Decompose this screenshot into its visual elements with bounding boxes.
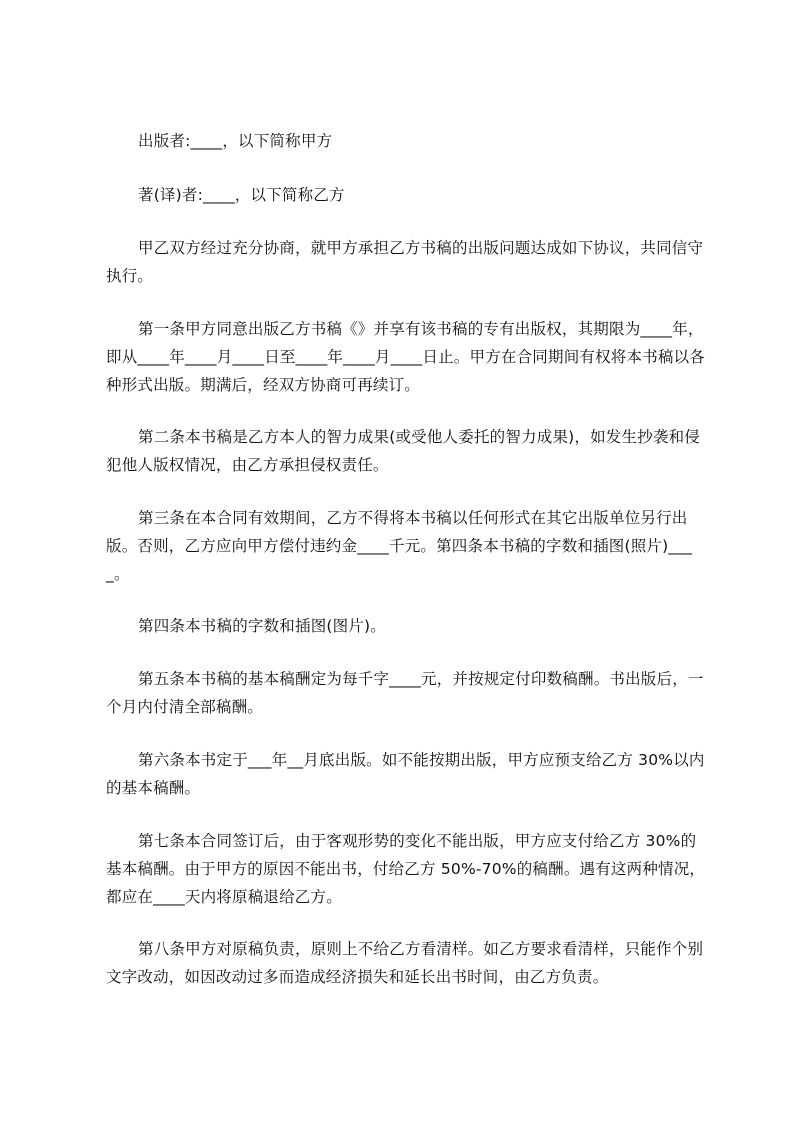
preamble-paragraph: 甲乙双方经过充分协商，就甲方承担乙方书稿的出版问题达成如下协议，共同信守执行。 [106,239,704,285]
article-4-paragraph: 第四条本书稿的字数和插图(图片)。 [138,617,386,635]
article-5-paragraph: 第五条本书稿的基本稿酬定为每千字____元，并按规定付印数稿酬。书出版后，一个月内付清全部稿酬。 [106,670,704,716]
article-2-paragraph: 第二条本书稿是乙方本人的智力成果(或受他人委托的智力成果)，如发生抄袭和侵犯他人版权情况，由乙方承担侵权责任。 [106,428,700,474]
article-6-paragraph: 第六条本书定于___年__月底出版。如不能按期出版，甲方应预支给乙方 30%以内的基本稿酬。 [106,751,705,797]
article-8-paragraph: 第八条甲方对原稿负责，原则上不给乙方看清样。如乙方要求看清样，只能作个别文字改动，如因改动过多而造成经济损失和延长出书时间，由乙方负责。 [106,940,704,986]
author-line: 著(译)者:____，以下简称乙方 [138,186,345,204]
article-1-paragraph: 第一条甲方同意出版乙方书稿《》并享有该书稿的专有出版权，其期限为____年，即从____年____月____日至____年____月____日止。甲方在合同期间有权将本书稿以各种形式出版。期满后，经双方协商可再续订。 [106,320,706,394]
article-3-paragraph: 第三条在本合同有效期间，乙方不得将本书稿以任何形式在其它出版单位另行出版。否则，乙方应向甲方偿付违约金____千元。第四条本书稿的字数和插图(照片)____。 [106,509,693,583]
publisher-line: 出版者:____，以下简称甲方 [138,132,333,150]
article-7-paragraph: 第七条本合同签订后，由于客观形势的变化不能出版，甲方应支付给乙方 30%的基本稿酬。由于甲方的原因不能出书，付给乙方 50%-70%的稿酬。遇有这两种情况，都应在____天内将原稿退给乙方。 [106,832,706,906]
